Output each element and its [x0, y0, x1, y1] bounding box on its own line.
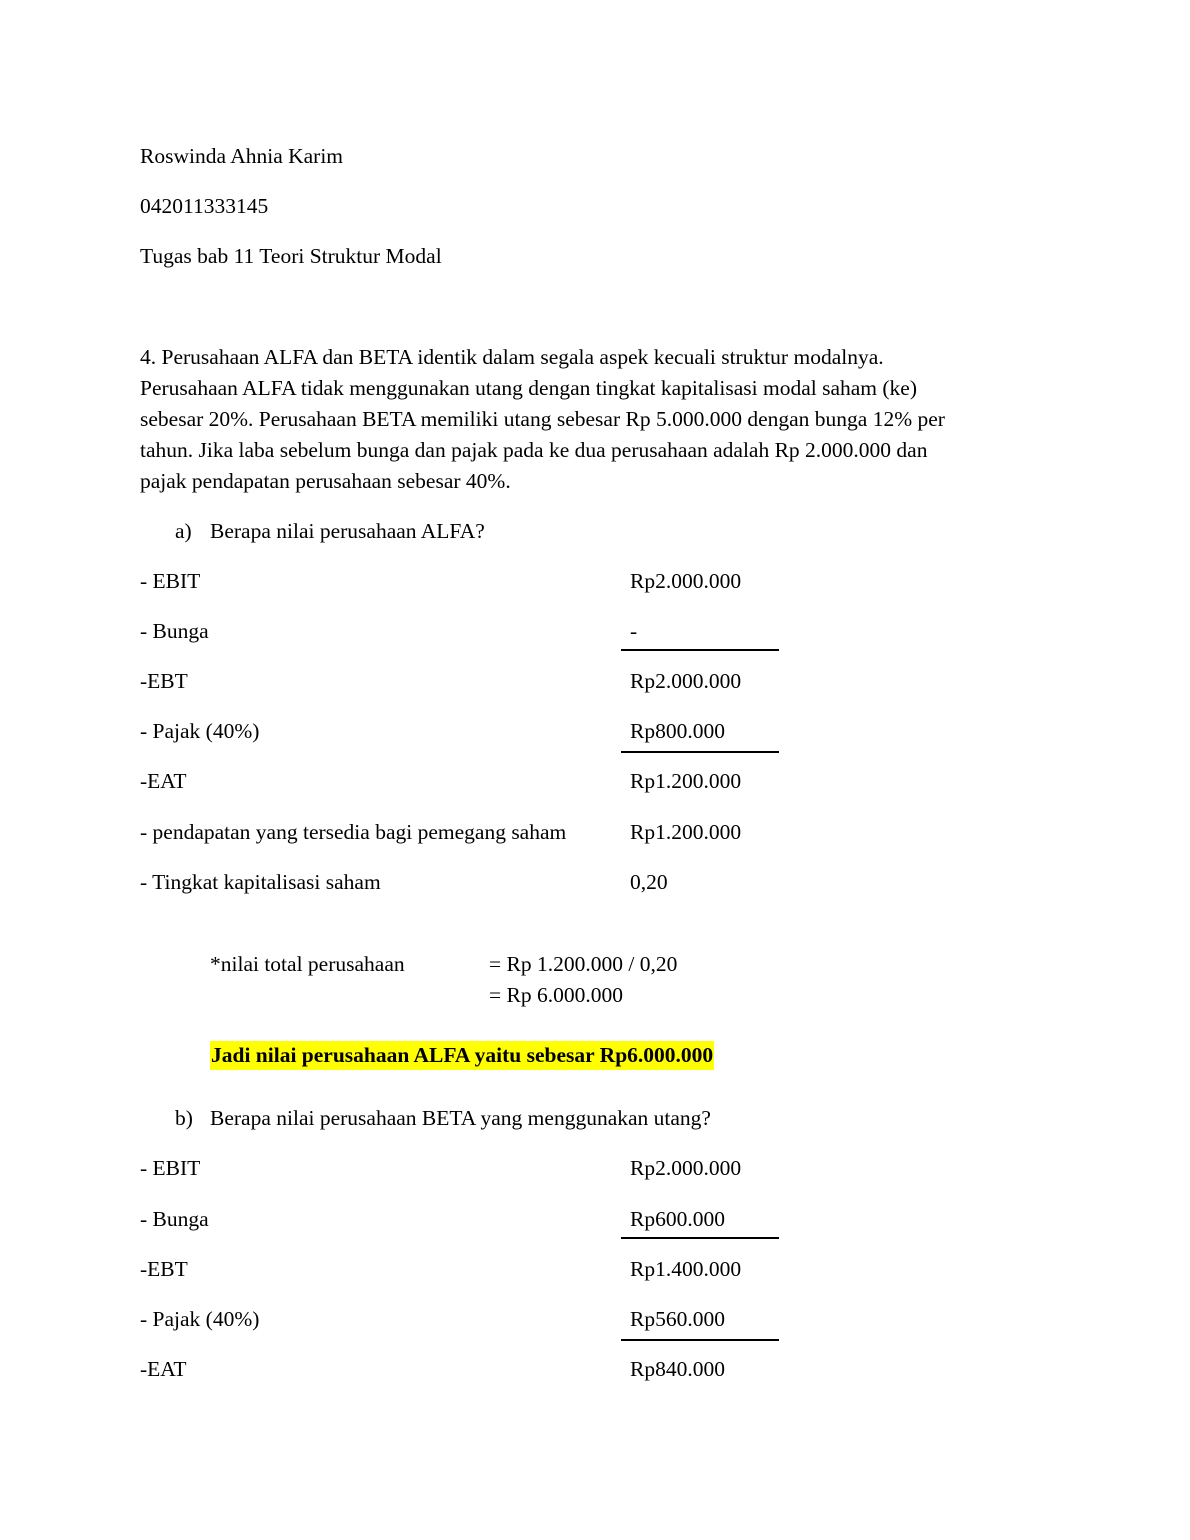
assignment-title: Tugas bab 11 Teori Struktur Modal [140, 244, 442, 268]
subtotal-rule [621, 1339, 779, 1341]
eat-label: -EAT [140, 1357, 187, 1381]
part-a-question: Berapa nilai perusahaan ALFA? [210, 519, 485, 543]
pajak-value: Rp560.000 [630, 1307, 725, 1331]
calc-label: *nilai total perusahaan [210, 952, 405, 976]
shareholder-income-value: Rp1.200.000 [630, 820, 742, 844]
question-line: Perusahaan ALFA tidak menggunakan utang dengan tingkat kapitalisasi modal saham (ke) [140, 376, 917, 400]
question-line: pajak pendapatan perusahaan sebesar 40%. [140, 469, 511, 493]
shareholder-income-label: - pendapatan yang tersedia bagi pemegang saham [140, 820, 567, 844]
eat-value: Rp1.200.000 [630, 769, 742, 793]
bunga-label: - Bunga [140, 619, 209, 643]
question-line: 4. Perusahaan ALFA dan BETA identik dalam segala aspek kecuali struktur modalnya. [140, 345, 884, 369]
student-id: 042011333145 [140, 194, 269, 218]
capitalization-rate-value: 0,20 [630, 870, 668, 894]
conclusion-highlight: Jadi nilai perusahaan ALFA yaitu sebesar Rp6.000.000 [210, 1041, 714, 1070]
ebit-label: - EBIT [140, 1156, 201, 1180]
part-a-letter: a) [175, 519, 192, 543]
calc-line-1: = Rp 1.200.000 / 0,20 [489, 952, 678, 976]
ebt-label: -EBT [140, 669, 188, 693]
pajak-label: - Pajak (40%) [140, 719, 260, 743]
pajak-label: - Pajak (40%) [140, 1307, 260, 1331]
bunga-label: - Bunga [140, 1207, 209, 1231]
subtotal-rule [621, 649, 779, 651]
ebit-value: Rp2.000.000 [630, 1156, 742, 1180]
student-name: Roswinda Ahnia Karim [140, 144, 344, 168]
ebt-value: Rp1.400.000 [630, 1257, 742, 1281]
eat-label: -EAT [140, 769, 187, 793]
capitalization-rate-label: - Tingkat kapitalisasi saham [140, 870, 381, 894]
ebit-label: - EBIT [140, 569, 201, 593]
question-line: sebesar 20%. Perusahaan BETA memiliki utang sebesar Rp 5.000.000 dengan bunga 12% per [140, 407, 945, 431]
part-b-letter: b) [175, 1106, 193, 1130]
question-line: tahun. Jika laba sebelum bunga dan pajak pada ke dua perusahaan adalah Rp 2.000.000 dan [140, 438, 928, 462]
bunga-value: - [630, 619, 638, 643]
subtotal-rule [621, 1237, 779, 1239]
ebt-value: Rp2.000.000 [630, 669, 742, 693]
pajak-value: Rp800.000 [630, 719, 725, 743]
bunga-value: Rp600.000 [630, 1207, 725, 1231]
part-b-question: Berapa nilai perusahaan BETA yang menggunakan utang? [210, 1106, 711, 1130]
eat-value: Rp840.000 [630, 1357, 725, 1381]
calc-line-2: = Rp 6.000.000 [489, 983, 623, 1007]
ebit-value: Rp2.000.000 [630, 569, 742, 593]
subtotal-rule [621, 751, 779, 753]
ebt-label: -EBT [140, 1257, 188, 1281]
